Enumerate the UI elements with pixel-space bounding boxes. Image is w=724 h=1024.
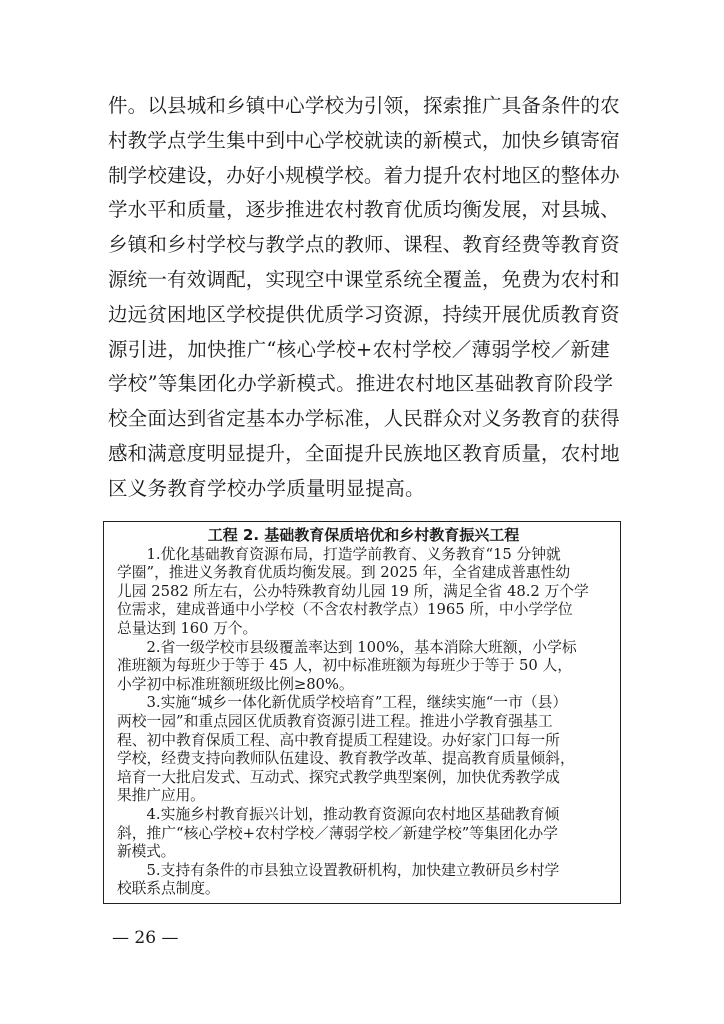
project-box-line: 总量达到 160 万个。 — [117, 619, 258, 637]
body-line: 校全面达到省定基本办学标准，人民群众对义务教育的获得 — [108, 407, 620, 431]
project-box-line: 3.实施“城乡一体化新优质学校培育”工程，继续实施“一市（县） — [117, 694, 568, 712]
body-paragraph — [108, 89, 620, 507]
project-box-title: 工程 2. 基础教育保质培优和乡村教育振兴工程 — [207, 526, 520, 544]
project-box-line: 程、初中教育保质工程、高中教育提质工程建设。办好家门口每一所 — [117, 731, 560, 749]
project-box-line: 小学初中标准班额班级比例≥80%。 — [117, 675, 354, 693]
project-box-line: 1.优化基础教育资源布局，打造学前教育、义务教育“15 分钟就 — [117, 545, 561, 563]
project-box-line: 学校，经费支持向教师队伍建设、教育教学改革、提高教育质量倾斜， — [117, 750, 575, 768]
body-line: 件。以县城和乡镇中心学校为引领，探索推广具备条件的农 — [108, 94, 620, 117]
project-box-line: 两校一园”和重点园区优质教育资源引进工程。推进小学教育强基工 — [117, 712, 553, 730]
body-line: 学校”等集团化办学新模式。推进农村地区基础教育阶段学 — [108, 372, 614, 396]
project-box — [103, 521, 621, 904]
body-line: 制学校建设，办好小规模学校。着力提升农村地区的整体办 — [108, 163, 620, 187]
page-number: — 26 — — [112, 928, 179, 948]
project-box-line: 培育一大批启发式、互动式、探究式教学典型案例，加快优秀教学成 — [117, 768, 560, 786]
project-box-line: 新模式。 — [117, 843, 176, 861]
body-line: 感和满意度明显提升，全面提升民族地区教育质量，农村地 — [108, 441, 620, 465]
project-box-line: 4.实施乡村教育振兴计划，推动教育资源向农村地区基础教育倾 — [117, 805, 560, 823]
body-line: 乡镇和乡村学校与教学点的教师、课程、教育经费等教育资 — [108, 233, 620, 257]
project-box-content — [117, 546, 610, 899]
body-line: 源引进，加快推广“核心学校+农村学校／薄弱学校／新建 — [108, 337, 611, 361]
body-line: 村教学点学生集中到中心学校就读的新模式，加快乡镇寄宿 — [108, 128, 620, 152]
body-line: 边远贫困地区学校提供优质学习资源，持续开展优质教育资 — [108, 302, 620, 326]
body-line: 学水平和质量，逐步推进农村教育优质均衡发展，对县城、 — [108, 198, 620, 222]
project-box-line: 果推广应用。 — [117, 787, 205, 805]
project-box-line: 2.省一级学校市县级覆盖率达到 100%，基本消除大班额，小学标 — [117, 638, 577, 656]
project-box-line: 5.支持有条件的市县独立设置教研机构，加快建立教研员乡村学 — [117, 861, 560, 879]
project-box-line: 儿园 2582 所左右，公办特殊教育幼儿园 19 所，满足全省 48.2 万个学 — [117, 582, 589, 600]
project-box-line: 学圈”，推进义务教育优质均衡发展。到 2025 年，全省建成普惠性幼 — [117, 564, 571, 582]
body-line: 区义务教育学校办学质量明显提高。 — [108, 476, 425, 500]
project-box-line: 斜，推广“核心学校+农村学校／薄弱学校／新建学校”等集团化办学 — [117, 824, 558, 842]
project-box-line: 位需求，建成普通中小学校（不含农村教学点）1965 所，中小学学位 — [117, 601, 573, 619]
project-box-line: 校联系点制度。 — [117, 880, 220, 898]
body-line: 源统一有效调配，实现空中课堂系统全覆盖，免费为农村和 — [108, 267, 620, 291]
project-box-line: 准班额为每班少于等于 45 人，初中标准班额为每班少于等于 50 人， — [117, 657, 572, 675]
